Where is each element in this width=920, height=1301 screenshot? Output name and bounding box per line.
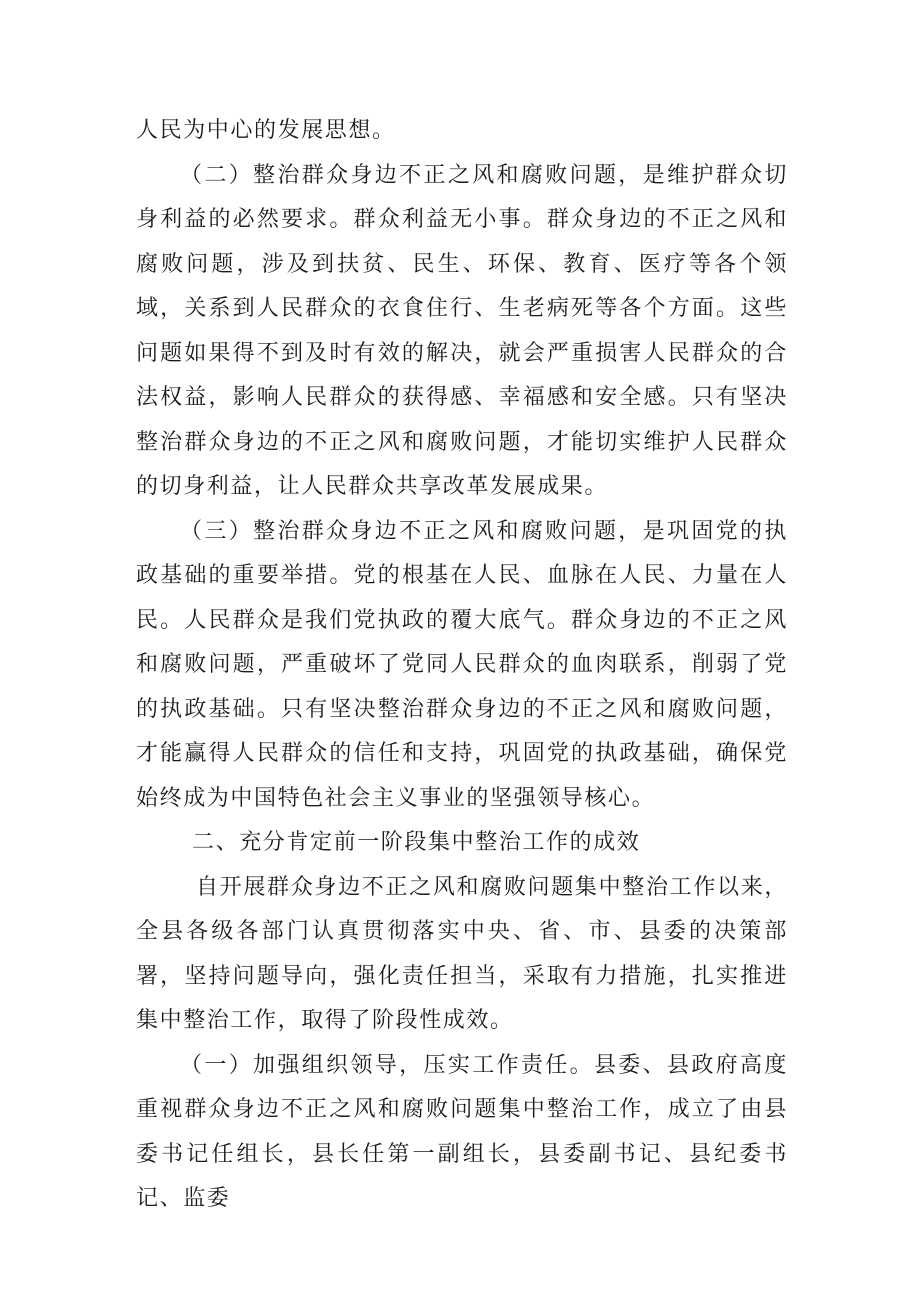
body-paragraph-leadership: （一）加强组织领导，压实工作责任。县委、县政府高度重视群众身边不正之风和腐败问题集中整治工作，成立了由县委书记任组长，县长任第一副组长，县委副书记、县纪委书记、监委: [136, 1052, 788, 1211]
body-paragraph-interests: （二）整治群众身边不正之风和腐败问题，是维护群众切身利益的必然要求。群众利益无小事。群众身边的不正之风和腐败问题，涉及到扶贫、民生、环保、教育、医疗等各个领域，关系到人民群众的衣食住行、生老病死等各个方面。这些问题如果得不到及时有效的解决，就会严重损害人民群众的合法权益，影响人民群众的获得感、幸福感和安全感。只有坚决整治群众身边的不正之风和腐败问题，才能切实维护人民群众的切身利益，让人民群众共享改革发展成果。: [136, 162, 788, 499]
continuation-paragraph: 人民为中心的发展思想。: [136, 118, 396, 143]
document-page: [136, 109, 788, 1222]
body-paragraph-foundation: （三）整治群众身边不正之风和腐败问题，是巩固党的执政基础的重要举措。党的根基在人民、血脉在人民、力量在人民。人民群众是我们党执政的覆大底气。群众身边的不正之风和腐败问题，严重破坏了党同人民群众的血肉联系，削弱了党的执政基础。只有坚决整治群众身边的不正之风和腐败问题，才能赢得人民群众的信任和支持，巩固党的执政基础，确保党始终成为中国特色社会主义事业的坚强领导核心。: [136, 518, 788, 811]
section-heading: 二、充分肯定前一阶段集中整治工作的成效: [192, 830, 641, 855]
section-intro-paragraph: 自开展群众身边不正之风和腐败问题集中整治工作以来，全县各级各部门认真贯彻落实中央、省、市、县委的决策部署，坚持问题导向，强化责任担当，采取有力措施，扎实推进集中整治工作，取得了阶段性成效。: [136, 874, 788, 1033]
